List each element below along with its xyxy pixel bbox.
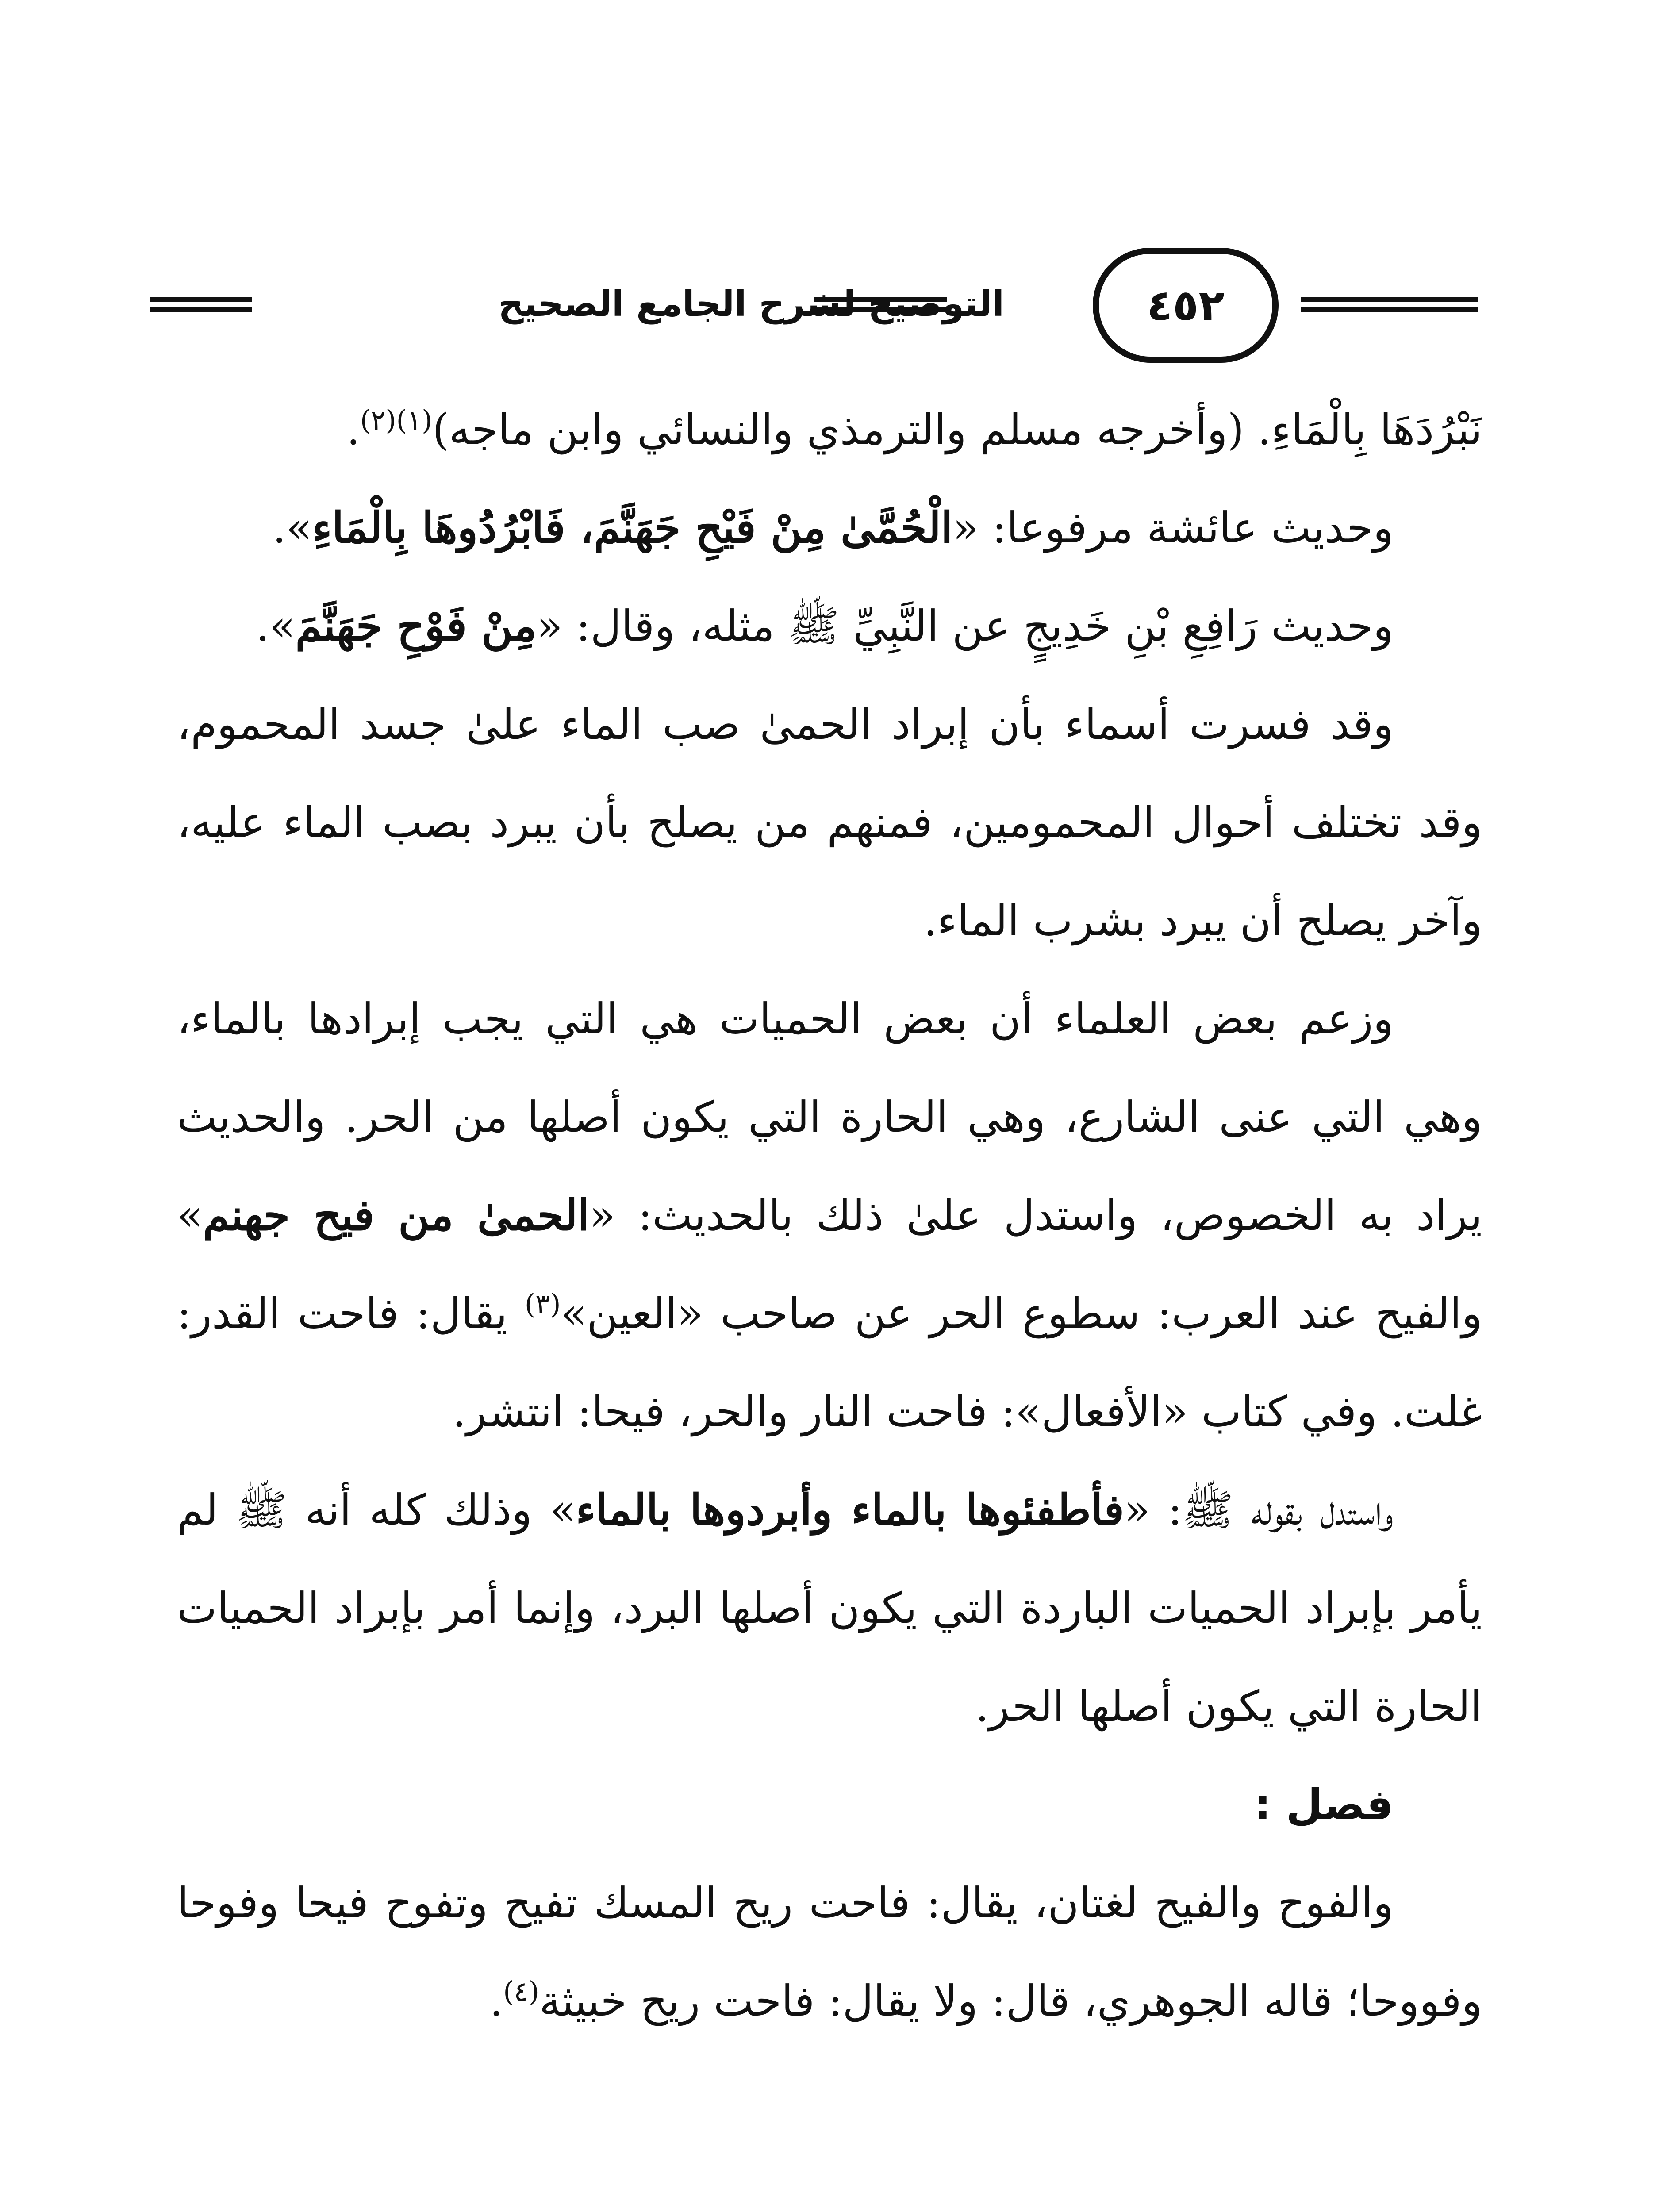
footnote-ref-4: (٤)	[503, 1975, 540, 2008]
paragraph-5-middle: » والفيح عند العرب: سطوع الحر عن صاحب «العين»	[177, 1190, 1482, 1338]
main-text	[177, 380, 1482, 2050]
paragraph-6-intro: واستدل بقوله ﷺ: «	[1124, 1485, 1394, 1535]
paragraph-7-end: .	[489, 1976, 503, 2026]
paragraph-2-end: ».	[273, 503, 312, 553]
paragraph-1	[177, 380, 1482, 479]
paragraph-4: وقد فسرت أسماء بأن إبراد الحمىٰ صب الماء علىٰ جسد المحموم، وقد تختلف أحوال المحمومين، فمنهم من يصلح بأن يبرد بصب الماء عليه، وآخر يصلح أن يبرد بشرب الماء.	[177, 699, 1482, 945]
hadith-quote-fever: الحمىٰ من فيح جهنم	[203, 1190, 590, 1240]
paragraph-5-end: يقال: فاحت القدر: غلت. وفي كتاب «الأفعال»: فاحت النار والحر، فيحا: انتشر.	[177, 1289, 1482, 1436]
page-header	[150, 248, 1482, 363]
hadith-quote-aisha: الْحُمَّىٰ مِنْ فَيْحِ جَهَنَّمَ، فَابْرُدُوهَا بِالْمَاءِ	[312, 503, 953, 553]
paragraph-3-intro: وحديث رَافِعِ بْنِ خَدِيجٍ عن النَّبِيِّ ﷺ مثله، وقال: «	[536, 601, 1394, 651]
paragraph-2	[177, 479, 1482, 577]
book-title: التوضيح لشرح الجامع الصحيح	[498, 283, 1004, 324]
footnote-ref-3: (٣)	[524, 1288, 561, 1320]
paragraph-6	[177, 1461, 1482, 1755]
paragraph-5	[177, 970, 1482, 1461]
paragraph-6-end: » وذلك كله أنه ﷺ لم يأمر بإبراد الحميات الباردة التي يكون أصلها البرد، وإنما أمر بإبراد الحميات الحارة التي يكون أصلها الحر.	[177, 1485, 1482, 1731]
header-rule-left	[150, 297, 252, 312]
paragraph-3	[177, 577, 1482, 675]
paragraph-1-text: نَبْرُدَهَا بِالْمَاءِ. (وأخرجه مسلم والترمذي والنسائي وابن ماجه)	[432, 405, 1482, 454]
paragraph-3-end: ».	[256, 601, 296, 651]
header-rule-right	[1301, 297, 1478, 312]
section-heading: فصل :	[1254, 1780, 1394, 1829]
page-number-badge	[1093, 248, 1279, 363]
section-heading-row	[177, 1755, 1482, 1854]
paragraph-7	[177, 1854, 1482, 2050]
page-number: ٤٥٢	[1147, 280, 1225, 330]
paragraph-7-text: والفوح والفيح لغتان، يقال: فاحت ريح المسك تفيح وتفوح فيحا وفوحا وفووحا؛ قاله الجوهري، قال: ولا يقال: فاحت ريح خبيثة	[177, 1878, 1482, 2026]
paragraph-1-end: .	[346, 405, 360, 454]
footnote-ref-1-2: (١)(٢)	[360, 404, 433, 436]
hadith-quote-rafi: مِنْ فَوْحِ جَهَنَّمَ	[295, 601, 537, 651]
hadith-quote-extinguish: فأطفئوها بالماء وأبردوها بالماء	[576, 1485, 1125, 1535]
paragraph-5-intro: وزعم بعض العلماء أن بعض الحميات هي التي يجب إبرادها بالماء، وهي التي عنى الشارع، وهي الحارة التي يكون أصلها من الحر. والحديث يراد به الخصوص، واستدل علىٰ ذلك بالحديث: «	[177, 994, 1482, 1240]
paragraph-2-intro: وحديث عائشة مرفوعا: «	[952, 503, 1394, 553]
